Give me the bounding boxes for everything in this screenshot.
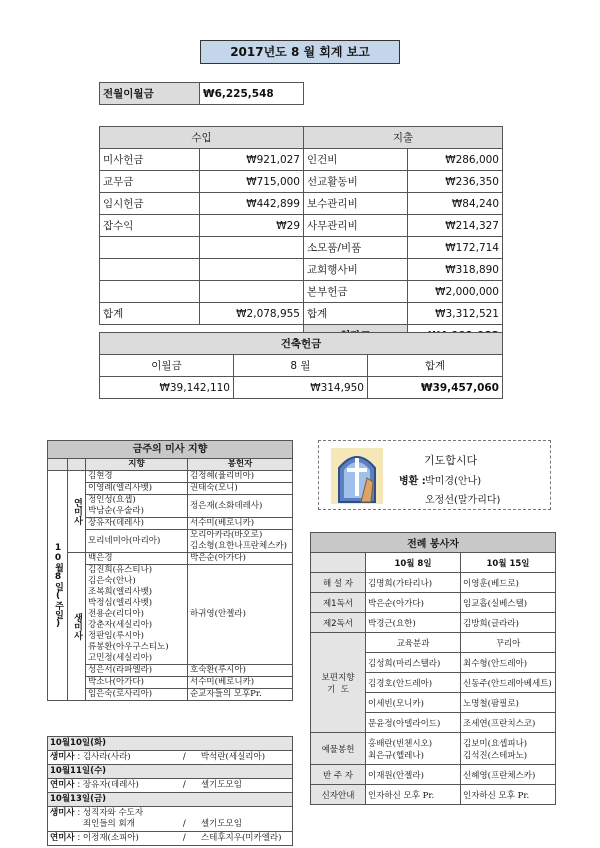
expense-value: ₩84,240 bbox=[408, 193, 503, 215]
building-value: ₩314,950 bbox=[234, 377, 368, 399]
intention-text: 장유자(데레사) bbox=[82, 780, 139, 790]
server-name: 홍배란(빈첸시오) 최은규(헬레나) bbox=[366, 733, 461, 765]
server-name: 김성희(마리스텔라) bbox=[366, 653, 461, 673]
offerer-cell: 권태숙(모니) bbox=[188, 483, 293, 495]
finance-table bbox=[99, 82, 503, 347]
expense-label: 합계 bbox=[304, 303, 408, 325]
income-label: 합계 bbox=[100, 303, 200, 325]
finance-row bbox=[100, 215, 503, 237]
income-label: 미사헌금 bbox=[100, 149, 200, 171]
liturgy-row bbox=[311, 613, 556, 633]
intention-cell: 정인성(요셉) 박남순(우술라) bbox=[86, 495, 188, 518]
offerer-cell: 김정혜(율리비아) bbox=[188, 471, 293, 483]
finance-row bbox=[100, 237, 503, 259]
server-name: 인자하신 모후 Pr. bbox=[461, 785, 556, 805]
income-value: ₩29 bbox=[200, 215, 304, 237]
building-header: 8 월 bbox=[234, 355, 368, 377]
liturgy-table bbox=[310, 532, 556, 805]
liturgy-date: 10월 8일 bbox=[366, 553, 461, 573]
income-label bbox=[100, 237, 200, 259]
income-value bbox=[200, 281, 304, 303]
liturgy-role: 제1독서 bbox=[311, 593, 366, 613]
expense-value: ₩318,890 bbox=[408, 259, 503, 281]
finance-row bbox=[100, 281, 503, 303]
expense-label: 선교활동비 bbox=[304, 171, 408, 193]
liturgy-row bbox=[311, 593, 556, 613]
page-title: 2017년도 8 월 회계 보고 bbox=[200, 40, 400, 64]
carryover-label: 전월이월금 bbox=[100, 83, 200, 105]
income-label bbox=[100, 259, 200, 281]
server-name: 신혜영(프란체스카) bbox=[461, 765, 556, 785]
expense-header: 지출 bbox=[304, 127, 503, 149]
liturgy-role: 예물봉헌 bbox=[311, 733, 366, 765]
intention-cell: 백은경 bbox=[86, 553, 188, 565]
expense-label: 인건비 bbox=[304, 149, 408, 171]
server-name: 임교흡(실베스텔) bbox=[461, 593, 556, 613]
weekday-mass-line: 연미사 : 장유자(데레사) / 셀기도모임 bbox=[48, 779, 293, 793]
mass-kind: 생미사 bbox=[50, 808, 75, 818]
income-label: 임시헌금 bbox=[100, 193, 200, 215]
expense-value: ₩172,714 bbox=[408, 237, 503, 259]
expense-value: ₩214,327 bbox=[408, 215, 503, 237]
finance-row bbox=[100, 149, 503, 171]
income-value bbox=[200, 259, 304, 281]
patient-name: 박미경(안나) bbox=[425, 476, 482, 487]
offerer-cell: 모리아카라(바오로) 김소형(요한나프란체스카) bbox=[188, 530, 293, 553]
building-header: 이월금 bbox=[100, 355, 234, 377]
offerer-cell: 하귀영(안젤라) bbox=[188, 565, 293, 665]
weekday-date: 10월10일(화) bbox=[48, 737, 293, 751]
server-name: 인자하신 모후 Pr. bbox=[366, 785, 461, 805]
intention-cell: 장유자(데레사) bbox=[86, 518, 188, 530]
mass-kind: 연미사 bbox=[50, 833, 75, 843]
col-offerer: 봉헌자 bbox=[188, 459, 293, 471]
income-header: 수입 bbox=[100, 127, 304, 149]
mass-title: 금주의 미사 지향 bbox=[48, 441, 293, 459]
server-name: 김방희(글라라) bbox=[461, 613, 556, 633]
carryover-row bbox=[100, 83, 503, 105]
offerer-cell: 서수미(베로니카) bbox=[188, 677, 293, 689]
liturgy-date: 10월 15일 bbox=[461, 553, 556, 573]
income-label bbox=[100, 281, 200, 303]
mass-intention-table bbox=[47, 440, 293, 701]
intention-text: 이정재(소피아) bbox=[82, 833, 139, 843]
mass-row bbox=[48, 553, 293, 565]
expense-label: 교회행사비 bbox=[304, 259, 408, 281]
expense-value: ₩3,312,521 bbox=[408, 303, 503, 325]
intention-cell: 성은서(라파엘라) bbox=[86, 665, 188, 677]
mass-row bbox=[48, 471, 293, 483]
liturgy-title: 전례 봉사자 bbox=[311, 533, 556, 553]
weekday-mass-table bbox=[47, 736, 293, 846]
finance-row bbox=[100, 303, 503, 325]
building-fund-table bbox=[99, 332, 503, 399]
server-name: 문윤정(아델라이드) bbox=[366, 713, 461, 733]
server-name: 조세연(프란치스코) bbox=[461, 713, 556, 733]
intention-cell: 박소나(아가다) bbox=[86, 677, 188, 689]
finance-row bbox=[100, 259, 503, 281]
liturgy-role: 해 설 자 bbox=[311, 573, 366, 593]
income-value: ₩442,899 bbox=[200, 193, 304, 215]
patient-name: 오정선(말가리다) bbox=[425, 495, 501, 506]
income-label: 교무금 bbox=[100, 171, 200, 193]
weekday-date: 10월13일(금) bbox=[48, 793, 293, 807]
server-name: 이영훈(베드로) bbox=[461, 573, 556, 593]
intention-cell: 임은숙(로사리아) bbox=[86, 689, 188, 701]
weekday-mass-line: 연미사 : 이정재(소피아) / 스테후지우(미카엘라) bbox=[48, 832, 293, 846]
expense-value: ₩2,000,000 bbox=[408, 281, 503, 303]
income-label: 잡수익 bbox=[100, 215, 200, 237]
expense-label: 보수관리비 bbox=[304, 193, 408, 215]
income-value bbox=[200, 237, 304, 259]
expense-value: ₩236,350 bbox=[408, 171, 503, 193]
building-total: ₩39,457,060 bbox=[368, 377, 503, 399]
intention-cell: 모리네미아(마리아) bbox=[86, 530, 188, 553]
offerer-text: 셀기도모임 bbox=[200, 819, 242, 829]
care-header: 교육분과 bbox=[366, 633, 461, 653]
saeng-label: 생미사 bbox=[68, 553, 86, 701]
server-name: 최수형(안드레아) bbox=[461, 653, 556, 673]
intention-text: 김사라(사라) bbox=[82, 752, 131, 762]
mass-kind: 생미사 bbox=[50, 752, 75, 762]
prayer-title: 기도합시다 bbox=[424, 454, 478, 467]
building-header: 합계 bbox=[368, 355, 503, 377]
offerer-cell: 순교자들의 모후Pr. bbox=[188, 689, 293, 701]
praying-hands-icon bbox=[331, 448, 383, 504]
weekday-mass-line: 생미사 : 김사라(사라) / 박석란(세실리아) bbox=[48, 751, 293, 765]
server-name: 김명희(가타리나) bbox=[366, 573, 461, 593]
income-value: ₩921,027 bbox=[200, 149, 304, 171]
server-name: 이세빈(모니카) bbox=[366, 693, 461, 713]
liturgy-role: 제2독서 bbox=[311, 613, 366, 633]
patient-label: 병환 : bbox=[399, 476, 426, 487]
building-title: 건축헌금 bbox=[100, 333, 503, 355]
care-header: 꾸리아 bbox=[461, 633, 556, 653]
income-value: ₩2,078,955 bbox=[200, 303, 304, 325]
server-name: 박은순(아가다) bbox=[366, 593, 461, 613]
server-name: 김경호(안드레아) bbox=[366, 673, 461, 693]
intention-text: 성직자와 수도자 죄인들의 회개 bbox=[82, 808, 144, 829]
yeon-label: 연미사 bbox=[68, 471, 86, 553]
weekday-mass-line: 생미사 : 성직자와 수도자 죄인들의 회개 / 셀기도모임 bbox=[48, 807, 293, 832]
expense-label: 소모품/비품 bbox=[304, 237, 408, 259]
finance-row bbox=[100, 171, 503, 193]
server-name: 김보미(요셉피나) 김석진(스테파노) bbox=[461, 733, 556, 765]
expense-label: 본부헌금 bbox=[304, 281, 408, 303]
expense-value: ₩286,000 bbox=[408, 149, 503, 171]
intention-cell: 김진희(유스티나) 김은숙(안나) 조복희(엘리사벳) 박정심(엘리사벳) 전용순(리디아) 강춘자(세실리아) 정판임(루시아) 류봉환(아우구스티노) 고민정(세실리아) bbox=[86, 565, 188, 665]
expense-label: 사무관리비 bbox=[304, 215, 408, 237]
building-value: ₩39,142,110 bbox=[100, 377, 234, 399]
intention-cell: 이영례(엘리사벳) bbox=[86, 483, 188, 495]
weekday-date: 10월11일(수) bbox=[48, 765, 293, 779]
liturgy-role: 신자안내 bbox=[311, 785, 366, 805]
mass-date: 10월8일(주일) bbox=[48, 471, 68, 701]
finance-row bbox=[100, 193, 503, 215]
intention-cell: 김현경 bbox=[86, 471, 188, 483]
offerer-text: 셀기도모임 bbox=[200, 780, 242, 790]
liturgy-role: 반 주 자 bbox=[311, 765, 366, 785]
offerer-text: 박석란(세실리아) bbox=[200, 752, 266, 762]
server-name: 신동주(안드레아베세트) bbox=[461, 673, 556, 693]
mass-kind: 연미사 bbox=[50, 780, 75, 790]
offerer-text: 스테후지우(미카엘라) bbox=[200, 833, 282, 843]
carryover-value: ₩6,225,548 bbox=[200, 83, 304, 105]
offerer-cell: 호숙환(루시아) bbox=[188, 665, 293, 677]
offerer-cell: 정은재(소화데레사) bbox=[188, 495, 293, 518]
server-name: 노명철(팜필로) bbox=[461, 693, 556, 713]
offerer-cell: 박은순(아가다) bbox=[188, 553, 293, 565]
server-name: 박경근(요한) bbox=[366, 613, 461, 633]
liturgy-row bbox=[311, 573, 556, 593]
liturgy-role: 보편지향 기 도 bbox=[311, 633, 366, 733]
server-name: 이재원(안젤라) bbox=[366, 765, 461, 785]
offerer-cell: 서수미(베로니카) bbox=[188, 518, 293, 530]
income-value: ₩715,000 bbox=[200, 171, 304, 193]
col-intention: 지향 bbox=[86, 459, 188, 471]
